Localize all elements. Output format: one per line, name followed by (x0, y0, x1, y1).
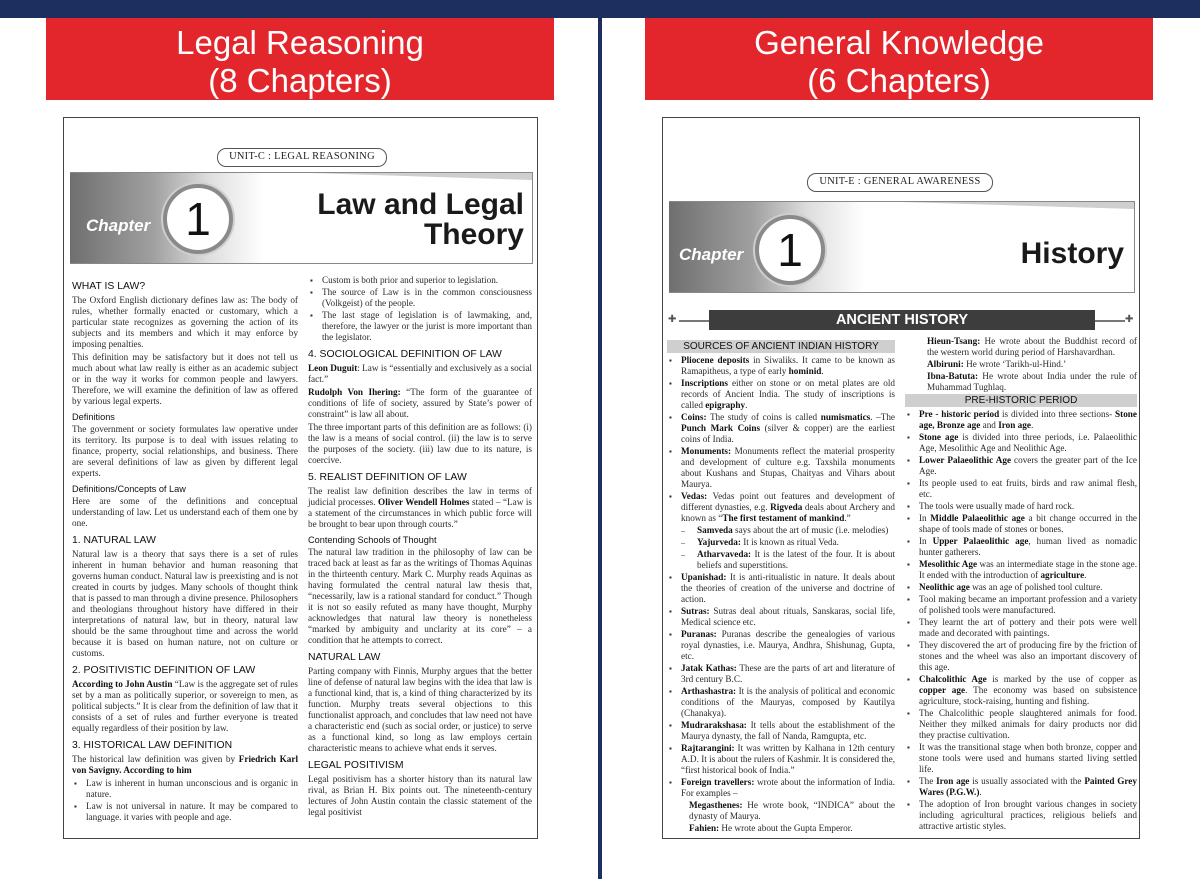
text: They discovered the art of producing fire by the friction of stones and the wheel was also an important discovery of this age. (919, 640, 1137, 672)
bold-term: Coins: (681, 412, 707, 422)
text: 3. HISTORICAL LAW DEFINITION (72, 740, 233, 751)
text: LEGAL POSITIVISM (308, 760, 404, 771)
bullet-list (308, 275, 532, 343)
section-heading (72, 534, 298, 547)
text: covers the greater part of the Ice Age. (919, 455, 1138, 476)
bullet-list (905, 336, 1137, 393)
text: : Law is “essentially and exclusively as a social fact.” (308, 363, 532, 384)
text: 2. POSITIVISTIC DEFINITION OF LAW (72, 665, 256, 676)
right-column-1 (667, 340, 895, 835)
bold-term: copper age (919, 685, 966, 695)
paragraph (72, 424, 298, 479)
bold-term: Lower Palaeolithic Age (919, 455, 1012, 465)
list-item (905, 513, 1137, 535)
section-heading (72, 280, 298, 293)
text: The natural law tradition in the philosophy of law can be traced back at least as far as the writings of Thomas Aquinas in the thirteenth century. Mark C. Murphy reads Aquinas as having formulated the central natural law thesis that, “necessarily, law is a rational standard for conduct.” Though it is not so easily refuted as many have thought, Murphy acknowledges that natural law theory is nonetheless “marked by ambiguity and unclarity at its core” – a condition that he attempts to correct. (308, 547, 532, 645)
list-item (905, 582, 1137, 593)
text: It was written by Kalhana in 12th century A.D. It is about the rulers of Kashmir. It is considered the, “first historical book of India.” (681, 743, 895, 775)
text: was an intermediate stage in the stone age. It ended with the introduction of (919, 559, 1137, 580)
bold-term: agriculture (1040, 570, 1085, 580)
section-heading (308, 471, 532, 484)
bold-term: Megasthenes: (689, 800, 743, 810)
bold-term: Punch Mark Coins (681, 423, 761, 433)
right-column-2 (905, 336, 1137, 833)
bold-term: Leon Duguit (308, 363, 358, 373)
text: deals about Archery and known as “ (681, 502, 895, 523)
list-item (667, 355, 895, 377)
bold-term: hominid (788, 366, 822, 376)
list-item (667, 629, 895, 662)
bold-term: Iron age (998, 420, 1031, 430)
text: They learnt the art of pottery and their pots were well made and decorated with paintings. (919, 617, 1137, 638)
unit-label: UNIT-E : GENERAL AWARENESS (807, 173, 993, 192)
text: “Law is the aggregate set of rules set by a man as politically superior, or sovereign to men, as political subjects.” It is clear from the definition of law that it consists of a set of rules and further everyone is treated equally regardless of their position by law. (72, 679, 298, 733)
text: “The form of the guarantee of conditions of life of society, assured by State’s power of constraint” is law all about. (308, 387, 532, 419)
banner-subtitle: (8 Chapters) (208, 62, 392, 99)
list-item (905, 409, 1137, 431)
text: NATURAL LAW (308, 652, 381, 663)
bullet-list (72, 778, 298, 823)
section-rule-left (679, 320, 709, 322)
text: 1. NATURAL LAW (72, 535, 156, 546)
list-item (667, 800, 895, 822)
text: a bit change occurred in the shape of tools made of stones or bones. (919, 513, 1137, 534)
text: . (821, 366, 824, 376)
bold-term: Hieun-Tsang: (927, 336, 981, 346)
text: . (745, 400, 748, 410)
sub-section-bar (667, 340, 895, 353)
text: Tool making became an important profession and a variety of polished tools were manufactured. (919, 594, 1137, 615)
list-item (667, 572, 895, 605)
text: . (1084, 570, 1087, 580)
list-item (667, 412, 895, 445)
text: either on stone or on metal plates are old records of Ancient India. The study of inscriptions is called (681, 378, 895, 410)
bold-term: epigraphy (705, 400, 746, 410)
section-rule-right (1095, 320, 1125, 322)
text: The realist law definition describes the law in terms of judicial processes. (308, 486, 532, 507)
list-item (905, 559, 1137, 581)
text: It is anti-ritualistic in nature. It deals about the theories of creation of the universe and doctrine of action. (681, 572, 895, 604)
bold-term: Jatak Kathas: (681, 663, 737, 673)
list-item (667, 686, 895, 719)
bold-term: Chalcolithic Age (919, 674, 987, 684)
text: Legal positivism has a shorter history than its natural law rival, as Brian H. Bix points out. The nineteenth-century lectures of John Austin contain the classic statement of the legal positivist (308, 774, 532, 817)
text: The Oxford English dictionary defines law as: The body of rules, whether formally enacted or customary, which a particular state recognizes as governing the action of its subjects and its members and which it may enforce by imposing penalties. (72, 295, 298, 349)
bold-term: Atharvaveda: (697, 549, 752, 559)
sub-heading (72, 483, 298, 495)
list-item (72, 801, 298, 823)
text: In (919, 513, 931, 523)
text: The three important parts of this definition are as follows: (i) the law is a means of social control. (ii) the law is to serve the purposes of the society. (iii) law due to its nature, is coercive. (308, 422, 532, 465)
list-item (905, 742, 1137, 775)
text: Contending Schools of Thought (308, 535, 437, 545)
text: It is known as ritual Veda. (740, 537, 839, 547)
bold-term: Arthashastra: (681, 686, 737, 696)
text: In (919, 536, 933, 546)
paragraph (72, 679, 298, 734)
text: , human lived as nomadic hunter gatherers. (919, 536, 1137, 557)
list-item (667, 549, 895, 571)
paragraph (308, 363, 532, 385)
list-item (667, 823, 895, 834)
text: WHAT IS LAW? (72, 281, 146, 292)
paragraph (72, 295, 298, 350)
chapter-number: 1 (777, 224, 803, 276)
text: These are the parts of art and literature of 3rd century B.C. (681, 663, 895, 684)
text: Natural law is a theory that says there is a set of rules inherent in human behavior and human reasoning that governs human conduct. Natural law is preexisting and is not created in courts by judges. Many schools of thought think that is passed to man through a divine presence. Philosophers and theologians throughout history have differed in their interpretations of natural law, but in theory, natural law should be the same throughout time and across the world because it is based on human nature, not on culture or customs. (72, 549, 298, 658)
paragraph (308, 666, 532, 754)
bold-term: Mesolithic Age (919, 559, 978, 569)
paragraph (308, 774, 532, 818)
text: The historical law definition was given by (72, 754, 239, 764)
bold-term: numismatics (820, 412, 871, 422)
list-item (308, 310, 532, 343)
banner-title: Legal Reasoning (176, 24, 424, 61)
list-item (667, 606, 895, 628)
sub-section-bar (905, 394, 1137, 407)
text: It was the transitional stage when both bronze, copper and stone tools were used and humans started living settled life. (919, 742, 1137, 774)
paragraph (72, 549, 298, 659)
text: The Chalcolithic people slaughtered animals for food. Neither they milked animals for dairy products nor did they practise cultivation. (919, 708, 1137, 740)
chapter-number-circle (755, 215, 825, 285)
list-item (905, 536, 1137, 558)
list-item (905, 432, 1137, 454)
section-heading (308, 651, 532, 664)
list-item (905, 776, 1137, 798)
list-item (308, 287, 532, 309)
bold-term: Iron age (936, 776, 970, 786)
paragraph (72, 496, 298, 529)
text: Monuments reflect the material prosperity and development of culture e.g. Taxshila monuments about Kushans and Stupas, Chaityas and Vihars about Maurya. (681, 446, 895, 489)
text: The last stage of legislation is of lawmaking, and, therefore, the lawyer or the jurist is more important than the legislator. (322, 310, 532, 342)
unit-label: UNIT-C : LEGAL REASONING (217, 148, 387, 167)
section-heading (308, 759, 532, 772)
chapter-number-circle (163, 184, 233, 254)
bold-term: Upanishad: (681, 572, 727, 582)
bold-term: Rudolph Von Ihering: (308, 387, 401, 397)
list-item (905, 359, 1137, 370)
text: is marked by the use of copper as (986, 674, 1137, 684)
legal-reasoning-page (63, 117, 538, 839)
general-knowledge-banner (645, 18, 1153, 100)
text: Law is inherent in human unconscious and is organic in nature. (86, 778, 298, 799)
chapter-title-line1: History (1020, 237, 1124, 270)
section-heading (72, 739, 298, 752)
list-item (667, 491, 895, 524)
text: 4. SOCIOLOGICAL DEFINITION OF LAW (308, 349, 502, 360)
sub-heading (72, 411, 298, 423)
bold-term: Fahien: (689, 823, 720, 833)
text: PRE-HISTORIC PERIOD (964, 395, 1078, 406)
banner-subtitle: (6 Chapters) (807, 62, 991, 99)
bold-term: Painted Grey Wares (P.G.W.) (919, 776, 1137, 797)
list-item (905, 594, 1137, 616)
text: Parting company with Finnis, Murphy argues that the better line of defense of natural law begins with the idea that law is a functional kind, that is, a kind of thing characterized by its function. Murphy treats several objections to this functionalist approach, and concludes that law need not have a characteristic end (such as social order, or justice) to serve as a functional kind, so long as law employs certain characteristic means to achieve what ends it serves. (308, 666, 532, 753)
bold-term: Neolithic age (919, 582, 970, 592)
list-item (905, 640, 1137, 673)
list-item (905, 371, 1137, 393)
bold-term: Yajurveda: (697, 537, 741, 547)
list-item (905, 708, 1137, 741)
bold-term: Inscriptions (681, 378, 728, 388)
text: Law is not universal in nature. It may be compared to language. it varies with people and age. (86, 801, 298, 822)
text: is divided into three periods, i.e. Palaeolithic Age, Mesolithic Age and Neolithic Age. (919, 432, 1137, 453)
chapter-number: 1 (185, 193, 211, 245)
paragraph (308, 547, 532, 646)
top-navy-strip-right (602, 0, 1200, 18)
bullet-list (905, 409, 1137, 832)
chapter-word: Chapter (86, 216, 151, 235)
bold-term: Albiruni: (927, 359, 964, 369)
text: He wrote about the Gupta Emperor. (719, 823, 853, 833)
sub-heading (308, 534, 532, 546)
bold-term: Puranas: (681, 629, 717, 639)
paragraph (72, 352, 298, 407)
text: in Siwaliks. It came to be known as Ramapitheus, a type of early (681, 355, 895, 376)
text: (silver & copper) are the earliest coins of India. (681, 423, 895, 444)
text: . –The (870, 412, 895, 422)
text: He wrote about India under the rule of Muhammad Tughlaq. (927, 371, 1137, 392)
paragraph (308, 387, 532, 420)
bold-term: Samveda (697, 525, 733, 535)
center-divider (598, 0, 602, 879)
bold-term: Pre - historic period (919, 409, 1000, 419)
bold-term: Monuments: (681, 446, 732, 456)
list-item (667, 446, 895, 490)
chapter-word: Chapter (679, 245, 744, 264)
bold-term: According to John Austin (72, 679, 173, 689)
list-item (905, 799, 1137, 832)
top-navy-strip-left (0, 0, 598, 18)
text: Sutras deal about rituals, Sanskaras, social life, Medical science etc. (681, 606, 895, 627)
bold-term: Rigveda (770, 502, 803, 512)
legal-reasoning-banner (46, 18, 554, 100)
bold-term: Pliocene deposits (681, 355, 750, 365)
bold-term: Oliver Wendell Holmes (378, 497, 470, 507)
text: and (980, 420, 999, 430)
bold-term: Ibna-Batuta: (927, 371, 979, 381)
bold-term: Rajtarangini: (681, 743, 735, 753)
chapter-title (264, 190, 524, 250)
bullet-list (667, 355, 895, 834)
text: The government or society formulates law operative under its territory. Its purpose is to deal with issues relating to finance, property, social relationships, and business. There are several definitions of law as given by different legal experts. (72, 424, 298, 478)
text: He wrote book, “INDICA” about the dynasty of Maurya. (689, 800, 895, 821)
text: . (1030, 420, 1034, 430)
bold-term: Middle Palaeolithic age (930, 513, 1025, 523)
text: He wrote about the Buddhist record of the western world during period of Harshavardhan. (927, 336, 1137, 357)
list-item (72, 778, 298, 800)
list-item (667, 378, 895, 411)
bold-term: Stone age, Bronze age (919, 409, 1137, 430)
list-item (905, 336, 1137, 358)
list-item (667, 720, 895, 742)
chapter-title (924, 239, 1124, 269)
bold-term: Upper Palaeolithic age (932, 536, 1029, 546)
list-item (905, 455, 1137, 477)
ornament-right: ✚ (1125, 314, 1134, 325)
bold-term: Sutras: (681, 606, 710, 616)
text: It is the analysis of political and economic conditions of the Mauryas, composed by Kautilya (Chanakya). (681, 686, 895, 718)
text: says about the art of music (i.e. melodies) (732, 525, 889, 535)
chapter-title-line2: Theory (423, 218, 524, 251)
general-knowledge-page (662, 117, 1140, 839)
text: The adoption of Iron brought various changes in society including agricultural practices, religious beliefs and attractive artistic styles. (919, 799, 1137, 831)
text: Here are some of the definitions and conceptual understanding of law. Let us understand each of them one by one. (72, 496, 298, 528)
section-heading (308, 348, 532, 361)
banner-title: General Knowledge (754, 24, 1044, 61)
section-title-bar: ANCIENT HISTORY (709, 310, 1095, 330)
list-item (667, 525, 895, 536)
list-item (905, 674, 1137, 707)
list-item (667, 743, 895, 776)
list-item (308, 275, 532, 286)
text: The source of Law is in the common consciousness (Volkgeist) of the people. (322, 287, 532, 308)
text: This definition may be satisfactory but it does not tell us much about what law really is either as an academic subject or in the way it works for common people and lawyers. Therefore, we will examine the definition of law as offered by various legal experts. (72, 352, 298, 406)
text: . (979, 787, 982, 797)
list-item (667, 663, 895, 685)
bold-term: The first testament of mankind (722, 513, 845, 523)
chapter-title-line1: Law and Legal (317, 188, 524, 221)
left-column-2 (308, 275, 532, 820)
text: It tells about the establishment of the Maurya dynasty, the fall of Nanda, Ramgupta, etc. (681, 720, 895, 741)
text: .” (844, 513, 851, 523)
left-column-1 (72, 275, 298, 824)
list-item (905, 617, 1137, 639)
text: He wrote ‘Tarikh-ul-Hind.’ (963, 359, 1067, 369)
ornament-left: ✚ (668, 314, 677, 325)
paragraph (72, 754, 298, 776)
list-item (905, 478, 1137, 500)
list-item (667, 777, 895, 799)
chapter-header (669, 201, 1135, 293)
bold-term: Friedrich Karl von Savigny. According to him (72, 754, 298, 775)
text: 5. REALIST DEFINITION OF LAW (308, 472, 467, 483)
text: The (919, 776, 937, 786)
text: Custom is both prior and superior to legislation. (322, 275, 499, 285)
list-item (667, 537, 895, 548)
text: Its people used to eat fruits, birds and raw animal flesh, etc. (919, 478, 1137, 499)
text: SOURCES OF ANCIENT INDIAN HISTORY (683, 341, 879, 352)
text: Definitions (72, 412, 115, 422)
text: was an age of polished tool culture. (969, 582, 1103, 592)
bold-term: Foreign travellers: (681, 777, 755, 787)
text: . The economy was based on subsistence agriculture, stock-raising, hunting and fishing. (919, 685, 1137, 706)
list-item (905, 501, 1137, 512)
text: is usually associated with the (969, 776, 1085, 786)
paragraph (308, 486, 532, 530)
text: The tools were usually made of hard rock. (919, 501, 1075, 511)
bold-term: Vedas: (681, 491, 708, 501)
chapter-header (70, 172, 533, 264)
bold-term: Stone age (919, 432, 959, 442)
paragraph (308, 422, 532, 466)
text: Vedas point out features and development of different dynasties, e.g. (681, 491, 895, 512)
text: The study of coins is called (706, 412, 821, 422)
text: Definitions/Concepts of Law (72, 484, 186, 494)
text: stated – “Law is a statement of the circumstances in which public force will be brought to bear upon through courts.” (308, 497, 532, 529)
section-heading (72, 664, 298, 677)
text: Puranas describe the genealogies of various royal dynasties, i.e. Maurya, Andhra, Shishunag, Gupta, etc. (681, 629, 895, 661)
text: wrote about the information of India. For examples – (681, 777, 895, 798)
text: It is the latest of the four. It is about beliefs and superstitions. (697, 549, 895, 570)
text: is divided into three sections- (999, 409, 1116, 419)
bold-term: Mudrarakshasa: (681, 720, 747, 730)
